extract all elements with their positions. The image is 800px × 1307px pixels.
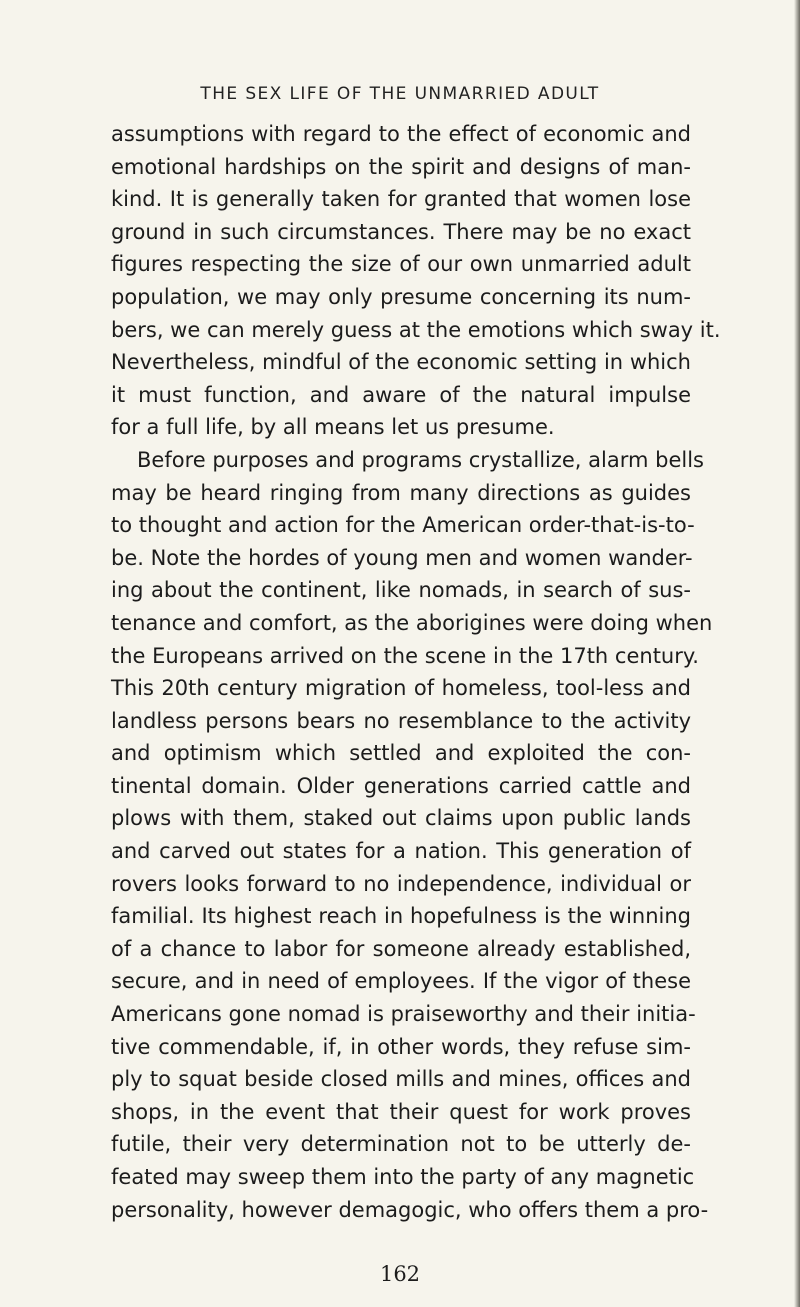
- text-line: kind. It is generally taken for granted that women lose: [111, 187, 691, 212]
- text-line: tive commendable, if, in other words, they refuse sim-: [111, 1034, 691, 1059]
- text-line: emotional hardships on the spirit and designs of man-: [111, 154, 691, 179]
- text-line: Americans gone nomad is praiseworthy and their initia-: [111, 1002, 696, 1027]
- text-line: landless persons bears no resemblance to the activity: [111, 708, 691, 733]
- text-line: ing about the continent, like nomads, in search of sus-: [111, 578, 691, 603]
- text-line: may be heard ringing from many directions as guides: [111, 480, 691, 505]
- text-line: of a chance to labor for someone already established,: [111, 936, 691, 961]
- text-line: plows with them, staked out claims upon public lands: [111, 806, 691, 831]
- text-line: secure, and in need of employees. If the vigor of these: [111, 969, 691, 994]
- text-line: for a full life, by all means let us presume.: [111, 415, 555, 440]
- text-line: futile, their very determination not to be utterly de-: [111, 1132, 691, 1157]
- text-line: rovers looks forward to no independence, individual or: [111, 871, 691, 896]
- text-line: This 20th century migration of homeless, tool-less and: [111, 676, 691, 701]
- text-line: ply to squat beside closed mills and mines, offices and: [111, 1067, 691, 1092]
- text-line: Nevertheless, mindful of the economic setting in which: [111, 350, 691, 375]
- text-line: tinental domain. Older generations carried cattle and: [111, 773, 691, 798]
- text-line: familial. Its highest reach in hopefulness is the winning: [111, 904, 691, 929]
- text-line: it must function, and aware of the natural impulse: [111, 382, 691, 407]
- text-line: bers, we can merely guess at the emotions which sway it.: [111, 317, 721, 342]
- text-line: tenance and comfort, as the aborigines were doing when: [111, 610, 713, 635]
- text-line: population, we may only presume concerning its num-: [111, 284, 691, 309]
- text-line-paragraph-start: Before purposes and programs crystallize, alarm bells: [137, 447, 704, 472]
- text-line: personality, however demagogic, who offers them a pro-: [111, 1197, 709, 1222]
- text-line: to thought and action for the American order-that-is-to-: [111, 513, 695, 538]
- page-edge-shadow: [794, 0, 800, 1307]
- text-line: feated may sweep them into the party of any magnetic: [111, 1165, 695, 1189]
- text-line: and carved out states for a nation. This generation of: [111, 839, 691, 864]
- page-number: 162: [379, 1262, 421, 1286]
- text-line: shops, in the event that their quest for work proves: [111, 1099, 691, 1124]
- running-head: THE SEX LIFE OF THE UNMARRIED ADULT: [200, 84, 600, 104]
- text-line: be. Note the hordes of young men and women wander-: [111, 545, 693, 570]
- text-line: figures respecting the size of our own unmarried adult: [111, 252, 691, 277]
- text-line: assumptions with regard to the effect of economic and: [111, 122, 691, 146]
- text-line: the Europeans arrived on the scene in the 17th century.: [111, 643, 699, 668]
- text-line: and optimism which settled and exploited the con-: [111, 741, 691, 766]
- text-line: ground in such circumstances. There may be no exact: [111, 219, 691, 244]
- body-text: [111, 118, 721, 1226]
